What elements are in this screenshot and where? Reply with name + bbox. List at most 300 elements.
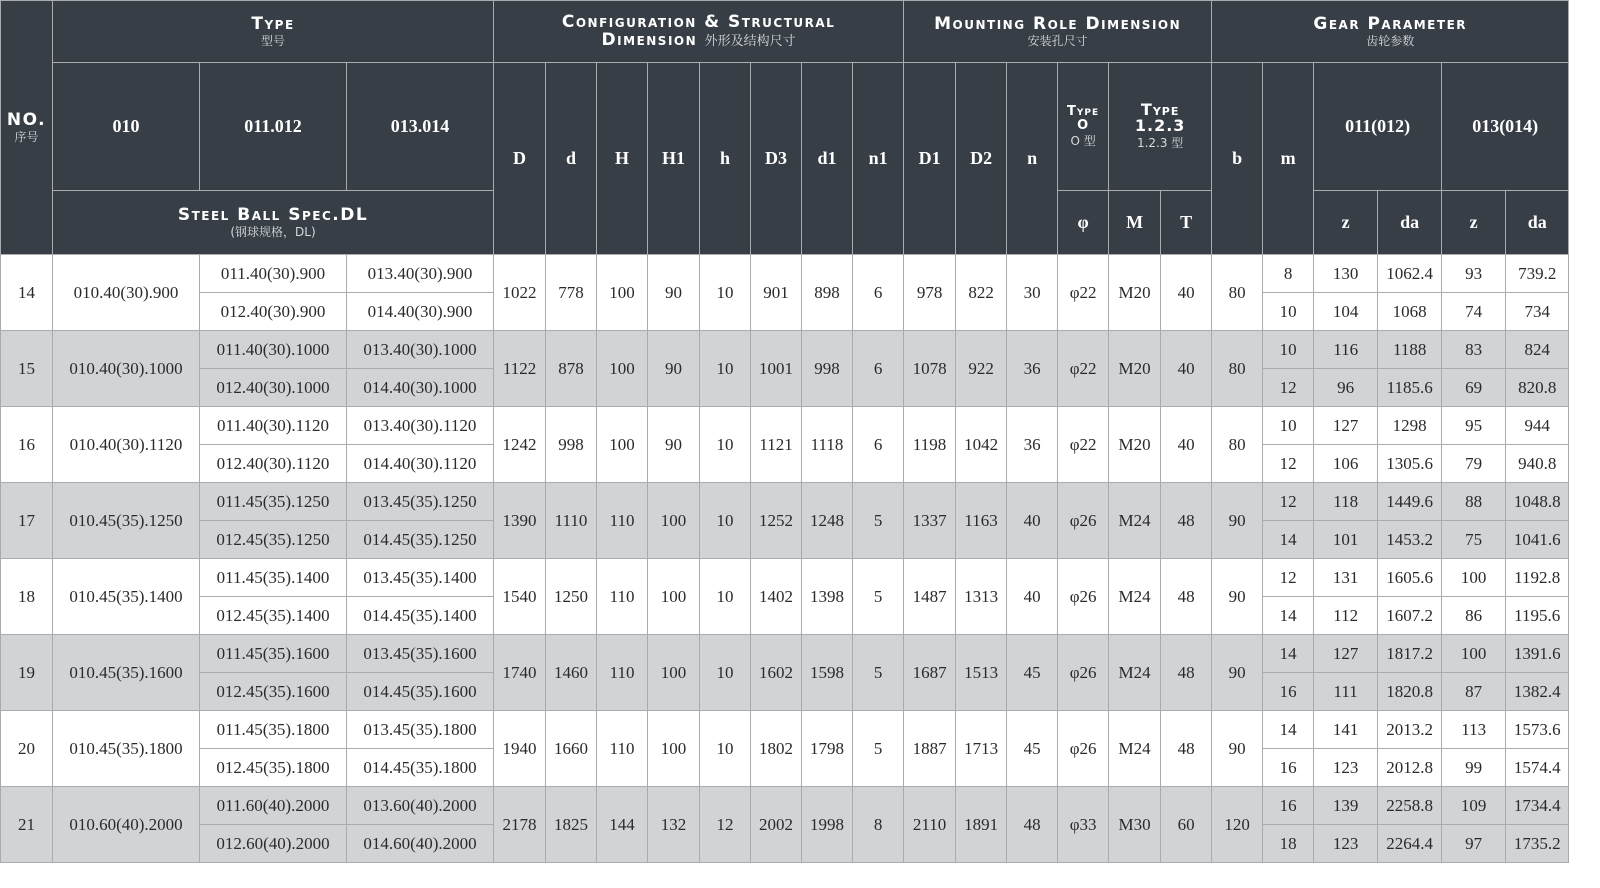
cell-gear-z1: 130	[1314, 255, 1378, 293]
cell-gear-z1: 141	[1314, 711, 1378, 749]
cell-h1: 90	[648, 255, 700, 331]
cell-type-013: 013.40(30).1000	[347, 331, 494, 369]
cell-gear-da2: 1192.8	[1506, 559, 1569, 597]
cell-m: M24	[1109, 635, 1161, 711]
cell-no: 17	[1, 483, 53, 559]
header-col-n: n	[1007, 63, 1058, 255]
cell-h: 10	[700, 483, 751, 559]
cell-t: 48	[1161, 559, 1212, 635]
cell-gear-da1: 1062.4	[1378, 255, 1442, 293]
header-col-phi: φ	[1058, 191, 1109, 255]
cell-gear-m: 12	[1263, 445, 1314, 483]
cell-type-014: 014.40(30).900	[347, 293, 494, 331]
header-col-D3: D3	[751, 63, 802, 255]
header-no-cn: 序号	[14, 129, 39, 144]
cell-d2: 1513	[956, 635, 1007, 711]
cell-n1: 6	[853, 407, 904, 483]
cell-d1: 2110	[904, 787, 956, 863]
cell-type-011: 011.40(30).1000	[200, 331, 347, 369]
cell-h: 144	[597, 787, 648, 863]
cell-n: 45	[1007, 711, 1058, 787]
header-config-line2: Dimension	[601, 30, 698, 50]
cell-type-012: 012.45(35).1250	[200, 521, 347, 559]
cell-m: M24	[1109, 483, 1161, 559]
cell-gear-z1: 139	[1314, 787, 1378, 825]
cell-gear-da2: 1041.6	[1506, 521, 1569, 559]
cell-gear-da1: 1185.6	[1378, 369, 1442, 407]
cell-d: 998	[546, 407, 597, 483]
cell-h: 110	[597, 711, 648, 787]
cell-gear-z1: 111	[1314, 673, 1378, 711]
cell-h: 10	[700, 331, 751, 407]
cell-gear-z2: 95	[1442, 407, 1506, 445]
cell-type-011: 011.45(35).1400	[200, 559, 347, 597]
header-type-group	[53, 1, 494, 63]
header-gear-group	[1212, 1, 1569, 63]
cell-no: 21	[1, 787, 53, 863]
cell-n: 48	[1007, 787, 1058, 863]
cell-type-013: 013.45(35).1600	[347, 635, 494, 673]
cell-phi: φ26	[1058, 711, 1109, 787]
cell-d: 1940	[494, 711, 546, 787]
cell-t: 60	[1161, 787, 1212, 863]
cell-gear-da1: 1607.2	[1378, 597, 1442, 635]
cell-gear-da2: 1382.4	[1506, 673, 1569, 711]
header-type-013-014: 013.014	[347, 63, 494, 191]
cell-b: 90	[1212, 635, 1263, 711]
cell-d: 878	[546, 331, 597, 407]
cell-gear-da1: 2258.8	[1378, 787, 1442, 825]
cell-gear-z2: 83	[1442, 331, 1506, 369]
header-no	[1, 1, 53, 255]
header-gear-011-012: 011(012)	[1314, 63, 1442, 191]
cell-b: 80	[1212, 255, 1263, 331]
cell-d2: 822	[956, 255, 1007, 331]
header-col-n1: n1	[853, 63, 904, 255]
cell-type-014: 014.45(35).1250	[347, 521, 494, 559]
cell-n: 30	[1007, 255, 1058, 331]
cell-t: 48	[1161, 635, 1212, 711]
cell-d2: 922	[956, 331, 1007, 407]
header-col-m: m	[1263, 63, 1314, 255]
cell-type-013: 013.40(30).900	[347, 255, 494, 293]
cell-type-010: 010.45(35).1600	[53, 635, 200, 711]
cell-phi: φ33	[1058, 787, 1109, 863]
cell-type-012: 012.60(40).2000	[200, 825, 347, 863]
cell-type-014: 014.40(30).1000	[347, 369, 494, 407]
cell-d2: 1042	[956, 407, 1007, 483]
cell-gear-m: 14	[1263, 635, 1314, 673]
cell-d3: 1602	[751, 635, 802, 711]
cell-gear-m: 16	[1263, 787, 1314, 825]
cell-gear-da2: 1734.4	[1506, 787, 1569, 825]
cell-gear-z2: 109	[1442, 787, 1506, 825]
header-gear-label: Gear Parameter	[1313, 13, 1468, 34]
cell-b: 90	[1212, 711, 1263, 787]
cell-gear-da2: 1574.4	[1506, 749, 1569, 787]
cell-d1: 998	[802, 331, 853, 407]
cell-n1: 6	[853, 331, 904, 407]
cell-gear-m: 8	[1263, 255, 1314, 293]
cell-d1: 1887	[904, 711, 956, 787]
cell-n1: 5	[853, 483, 904, 559]
cell-d1: 1078	[904, 331, 956, 407]
header-steel-ball	[53, 191, 494, 255]
header-gear-013-014: 013(014)	[1442, 63, 1569, 191]
cell-gear-da2: 739.2	[1506, 255, 1569, 293]
header-config-cn: 外形及结构尺寸	[704, 34, 796, 49]
header-type-cn: 型号	[261, 33, 286, 48]
cell-gear-da1: 1449.6	[1378, 483, 1442, 521]
cell-d: 1242	[494, 407, 546, 483]
cell-h: 110	[597, 483, 648, 559]
cell-d3: 1121	[751, 407, 802, 483]
cell-d3: 1252	[751, 483, 802, 559]
cell-h: 10	[700, 635, 751, 711]
cell-gear-m: 10	[1263, 293, 1314, 331]
cell-phi: φ22	[1058, 331, 1109, 407]
cell-n1: 6	[853, 255, 904, 331]
cell-gear-m: 12	[1263, 483, 1314, 521]
cell-d: 1660	[546, 711, 597, 787]
cell-gear-z1: 123	[1314, 749, 1378, 787]
cell-gear-z1: 106	[1314, 445, 1378, 483]
cell-gear-z1: 118	[1314, 483, 1378, 521]
cell-gear-da1: 1188	[1378, 331, 1442, 369]
cell-gear-z2: 100	[1442, 559, 1506, 597]
cell-b: 90	[1212, 559, 1263, 635]
header-col-z-013: z	[1442, 191, 1506, 255]
cell-phi: φ26	[1058, 483, 1109, 559]
cell-n: 45	[1007, 635, 1058, 711]
cell-gear-z2: 93	[1442, 255, 1506, 293]
header-type-123-cn: 1.2.3 型	[1136, 135, 1184, 150]
cell-type-012: 012.45(35).1800	[200, 749, 347, 787]
cell-type-012: 012.40(30).1000	[200, 369, 347, 407]
header-steel-ball-cn: (钢球规格，DL)	[230, 224, 316, 239]
cell-h: 110	[597, 559, 648, 635]
cell-gear-z2: 97	[1442, 825, 1506, 863]
cell-h: 10	[700, 407, 751, 483]
cell-gear-z1: 131	[1314, 559, 1378, 597]
cell-gear-da2: 824	[1506, 331, 1569, 369]
cell-gear-z2: 86	[1442, 597, 1506, 635]
table-header	[1, 1, 1569, 255]
cell-gear-m: 10	[1263, 331, 1314, 369]
cell-gear-da2: 1735.2	[1506, 825, 1569, 863]
cell-no: 20	[1, 711, 53, 787]
cell-b: 120	[1212, 787, 1263, 863]
cell-m: M20	[1109, 407, 1161, 483]
cell-gear-da1: 1298	[1378, 407, 1442, 445]
header-col-b: b	[1212, 63, 1263, 255]
header-type-o-num: O	[1077, 117, 1090, 133]
cell-d3: 2002	[751, 787, 802, 863]
cell-phi: φ22	[1058, 407, 1109, 483]
cell-gear-z1: 127	[1314, 635, 1378, 673]
cell-h: 100	[597, 407, 648, 483]
table-row	[1, 255, 1569, 293]
table-row	[1, 483, 1569, 521]
cell-h1: 90	[648, 407, 700, 483]
cell-gear-z1: 104	[1314, 293, 1378, 331]
cell-h: 10	[700, 255, 751, 331]
cell-gear-da1: 2264.4	[1378, 825, 1442, 863]
cell-h: 100	[597, 255, 648, 331]
cell-type-013: 013.45(35).1400	[347, 559, 494, 597]
cell-t: 48	[1161, 711, 1212, 787]
cell-n: 40	[1007, 483, 1058, 559]
cell-type-012: 012.40(30).900	[200, 293, 347, 331]
cell-gear-z2: 87	[1442, 673, 1506, 711]
header-type-123-label: Type	[1140, 99, 1180, 119]
cell-type-010: 010.45(35).1800	[53, 711, 200, 787]
cell-gear-da1: 1820.8	[1378, 673, 1442, 711]
table-row	[1, 559, 1569, 597]
header-type-010: 010	[53, 63, 200, 191]
cell-d: 778	[546, 255, 597, 331]
cell-d: 2178	[494, 787, 546, 863]
cell-d3: 1001	[751, 331, 802, 407]
cell-d1: 978	[904, 255, 956, 331]
cell-d: 1825	[546, 787, 597, 863]
cell-type-011: 011.40(30).900	[200, 255, 347, 293]
cell-d: 1122	[494, 331, 546, 407]
cell-no: 18	[1, 559, 53, 635]
header-type-011-012: 011.012	[200, 63, 347, 191]
cell-gear-da1: 1453.2	[1378, 521, 1442, 559]
cell-gear-m: 12	[1263, 559, 1314, 597]
cell-type-010: 010.40(30).1000	[53, 331, 200, 407]
cell-type-013: 013.45(35).1800	[347, 711, 494, 749]
cell-m: M30	[1109, 787, 1161, 863]
header-col-da-013: da	[1506, 191, 1569, 255]
header-type-123	[1109, 63, 1212, 191]
header-col-z-011: z	[1314, 191, 1378, 255]
cell-gear-da2: 1048.8	[1506, 483, 1569, 521]
table-row	[1, 331, 1569, 369]
cell-phi: φ22	[1058, 255, 1109, 331]
cell-gear-da2: 1573.6	[1506, 711, 1569, 749]
header-col-d1: d1	[802, 63, 853, 255]
cell-d: 1540	[494, 559, 546, 635]
cell-gear-m: 16	[1263, 673, 1314, 711]
cell-type-010: 010.60(40).2000	[53, 787, 200, 863]
cell-type-011: 011.45(35).1250	[200, 483, 347, 521]
cell-n: 36	[1007, 331, 1058, 407]
cell-h1: 100	[648, 711, 700, 787]
cell-gear-da2: 944	[1506, 407, 1569, 445]
header-type-o-label: Type	[1067, 103, 1100, 119]
cell-no: 19	[1, 635, 53, 711]
cell-gear-da1: 1068	[1378, 293, 1442, 331]
cell-gear-z1: 112	[1314, 597, 1378, 635]
table-row	[1, 711, 1569, 749]
header-type-123-num: 1.2.3	[1134, 115, 1186, 135]
cell-n1: 5	[853, 711, 904, 787]
cell-gear-da1: 2012.8	[1378, 749, 1442, 787]
header-mounting-cn: 安装孔尺寸	[1027, 33, 1088, 48]
cell-gear-m: 14	[1263, 711, 1314, 749]
cell-b: 80	[1212, 407, 1263, 483]
cell-gear-z2: 113	[1442, 711, 1506, 749]
cell-type-013: 013.40(30).1120	[347, 407, 494, 445]
header-col-H: H	[597, 63, 648, 255]
header-config-group	[494, 1, 904, 63]
cell-gear-da1: 1817.2	[1378, 635, 1442, 673]
cell-gear-z2: 100	[1442, 635, 1506, 673]
cell-d1: 1248	[802, 483, 853, 559]
cell-b: 90	[1212, 483, 1263, 559]
cell-gear-da1: 2013.2	[1378, 711, 1442, 749]
cell-d3: 1802	[751, 711, 802, 787]
cell-t: 40	[1161, 255, 1212, 331]
cell-gear-da2: 940.8	[1506, 445, 1569, 483]
cell-gear-da2: 1195.6	[1506, 597, 1569, 635]
cell-d1: 1798	[802, 711, 853, 787]
cell-type-013: 013.45(35).1250	[347, 483, 494, 521]
cell-gear-da2: 1391.6	[1506, 635, 1569, 673]
cell-type-010: 010.45(35).1400	[53, 559, 200, 635]
table-row	[1, 407, 1569, 445]
cell-h: 100	[597, 331, 648, 407]
cell-h1: 100	[648, 559, 700, 635]
cell-h1: 100	[648, 483, 700, 559]
cell-type-010: 010.40(30).1120	[53, 407, 200, 483]
cell-gear-z2: 69	[1442, 369, 1506, 407]
cell-m: M20	[1109, 331, 1161, 407]
cell-no: 15	[1, 331, 53, 407]
header-type-o	[1058, 63, 1109, 191]
cell-type-014: 014.45(35).1600	[347, 673, 494, 711]
cell-type-012: 012.45(35).1400	[200, 597, 347, 635]
cell-m: M20	[1109, 255, 1161, 331]
cell-gear-z2: 99	[1442, 749, 1506, 787]
cell-gear-z1: 127	[1314, 407, 1378, 445]
cell-type-012: 012.45(35).1600	[200, 673, 347, 711]
cell-type-014: 014.45(35).1400	[347, 597, 494, 635]
header-type-label: Type	[251, 13, 295, 34]
cell-gear-m: 12	[1263, 369, 1314, 407]
cell-d1: 1398	[802, 559, 853, 635]
cell-type-010: 010.40(30).900	[53, 255, 200, 331]
cell-gear-z1: 101	[1314, 521, 1378, 559]
cell-gear-z1: 123	[1314, 825, 1378, 863]
header-col-M: M	[1109, 191, 1161, 255]
cell-d2: 1891	[956, 787, 1007, 863]
header-no-label: NO.	[6, 109, 47, 130]
cell-d3: 1402	[751, 559, 802, 635]
cell-d1: 898	[802, 255, 853, 331]
header-col-T: T	[1161, 191, 1212, 255]
header-gear-cn: 齿轮参数	[1366, 33, 1415, 48]
cell-gear-m: 16	[1263, 749, 1314, 787]
header-type-o-cn: O 型	[1070, 133, 1096, 148]
cell-d: 1460	[546, 635, 597, 711]
cell-h1: 100	[648, 635, 700, 711]
cell-type-014: 014.60(40).2000	[347, 825, 494, 863]
cell-m: M24	[1109, 711, 1161, 787]
cell-gear-z2: 74	[1442, 293, 1506, 331]
cell-gear-da1: 1305.6	[1378, 445, 1442, 483]
cell-h: 12	[700, 787, 751, 863]
cell-type-011: 011.60(40).2000	[200, 787, 347, 825]
cell-b: 80	[1212, 331, 1263, 407]
header-col-H1: H1	[648, 63, 700, 255]
header-col-D1: D1	[904, 63, 956, 255]
cell-gear-m: 10	[1263, 407, 1314, 445]
cell-t: 40	[1161, 407, 1212, 483]
cell-type-011: 011.45(35).1800	[200, 711, 347, 749]
header-col-D2: D2	[956, 63, 1007, 255]
cell-phi: φ26	[1058, 559, 1109, 635]
header-mounting-group	[904, 1, 1212, 63]
cell-gear-da2: 820.8	[1506, 369, 1569, 407]
cell-n: 40	[1007, 559, 1058, 635]
cell-n1: 8	[853, 787, 904, 863]
cell-gear-z2: 79	[1442, 445, 1506, 483]
cell-d: 1250	[546, 559, 597, 635]
cell-gear-da2: 734	[1506, 293, 1569, 331]
cell-h: 110	[597, 635, 648, 711]
cell-gear-z1: 116	[1314, 331, 1378, 369]
cell-no: 14	[1, 255, 53, 331]
cell-d: 1110	[546, 483, 597, 559]
header-col-da-011: da	[1378, 191, 1442, 255]
cell-type-014: 014.40(30).1120	[347, 445, 494, 483]
header-steel-ball-label: Steel Ball Spec.DL	[177, 204, 369, 225]
cell-n: 36	[1007, 407, 1058, 483]
header-config-line1: Configuration & Structural	[561, 12, 836, 32]
cell-d1: 1487	[904, 559, 956, 635]
cell-d1: 1598	[802, 635, 853, 711]
cell-t: 40	[1161, 331, 1212, 407]
cell-type-011: 011.45(35).1600	[200, 635, 347, 673]
cell-gear-m: 14	[1263, 521, 1314, 559]
cell-type-012: 012.40(30).1120	[200, 445, 347, 483]
cell-n1: 5	[853, 559, 904, 635]
cell-type-014: 014.45(35).1800	[347, 749, 494, 787]
table-row	[1, 635, 1569, 673]
header-mounting-label: Mounting Role Dimension	[934, 13, 1182, 34]
cell-d1: 1198	[904, 407, 956, 483]
cell-d3: 901	[751, 255, 802, 331]
cell-n1: 5	[853, 635, 904, 711]
cell-gear-z2: 75	[1442, 521, 1506, 559]
cell-h1: 132	[648, 787, 700, 863]
table-body	[1, 255, 1569, 863]
cell-d1: 1687	[904, 635, 956, 711]
header-col-d: d	[546, 63, 597, 255]
cell-type-011: 011.40(30).1120	[200, 407, 347, 445]
header-col-D: D	[494, 63, 546, 255]
cell-h: 10	[700, 711, 751, 787]
cell-h1: 90	[648, 331, 700, 407]
cell-d1: 1118	[802, 407, 853, 483]
cell-d2: 1713	[956, 711, 1007, 787]
cell-phi: φ26	[1058, 635, 1109, 711]
cell-d2: 1163	[956, 483, 1007, 559]
cell-gear-m: 18	[1263, 825, 1314, 863]
cell-gear-m: 14	[1263, 597, 1314, 635]
cell-d: 1390	[494, 483, 546, 559]
cell-d1: 1998	[802, 787, 853, 863]
header-col-h: h	[700, 63, 751, 255]
cell-type-013: 013.60(40).2000	[347, 787, 494, 825]
cell-d: 1022	[494, 255, 546, 331]
cell-d2: 1313	[956, 559, 1007, 635]
cell-m: M24	[1109, 559, 1161, 635]
